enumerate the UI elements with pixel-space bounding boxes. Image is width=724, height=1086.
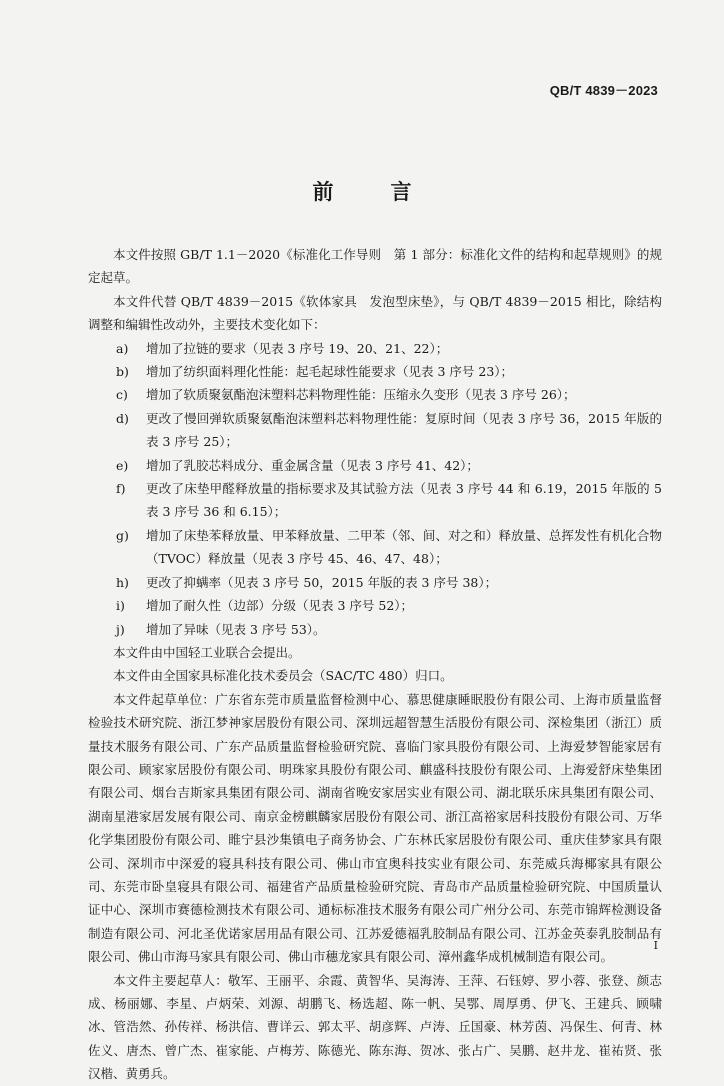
list-item <box>88 337 662 360</box>
list-marker: b) <box>116 364 129 380</box>
list-marker: c) <box>116 387 128 403</box>
list-marker: a) <box>116 340 129 356</box>
list-text: 增加了乳胶芯料成分、重金属含量（见表 3 序号 41、42）； <box>146 457 479 473</box>
list-item <box>88 571 662 594</box>
drafting-units-paragraph: 本文件起草单位：广东省东莞市质量监督检测中心、慕思健康睡眠股份有限公司、上海市质量监督检验技术研究院、浙江梦神家居股份有限公司、深圳远超智慧生活股份有限公司、深检集团（浙江）质量技术服务有限公司、广东产品质量监督检验研究院、喜临门家具股份有限公司、上海爱梦智能家居有限公司、顾家家居股份有限公司、明珠家具股份有限公司、麒盛科技股份有限公司、上海爱舒床垫集团有限公司、烟台吉斯家具集团有限公司、湖南省晚安家居实业有限公司、湖北联乐床具集团有限公司、湖南星港家居发展有限公司、南京金榜麒麟家居股份有限公司、浙江高裕家居科技股份有限公司、万华化学集团股份有限公司、睢宁县沙集镇电子商务协会、广东林氏家居股份有限公司、重庆佳梦家具有限公司、深圳市中深爱的寝具科技有限公司、佛山市宜奥科技实业有限公司、东莞威兵海椰家具有限公司、东莞市卧皇寝具有限公司、福建省产品质量检验研究院、青岛市产品质量检验研究院、中国质量认证中心、深圳市赛德检测技术有限公司、通标标准技术服务有限公司广州分公司、东莞市锦辉检测设备制造有限公司、河北圣优诺家居用品有限公司、江苏爱德福乳胶制品有限公司、江苏金英泰乳胶制品有限公司、佛山市海马家具有限公司、佛山市穗龙家具有限公司、漳州鑫华成机械制造有限公司。 <box>88 691 662 965</box>
list-text: 增加了床垫苯释放量、甲苯释放量、二甲苯（邻、间、对之和）释放量、总挥发性有机化合物（TVOC）释放量（见表 3 序号 45、46、47、48）； <box>146 527 662 567</box>
intro-paragraph: 本文件代替 QB/T 4839－2015《软体家具 发泡型床垫》，与 QB/T 4839－2015 相比，除结构调整和编辑性改动外，主要技术变化如下： <box>88 293 662 333</box>
list-marker: g) <box>116 527 129 543</box>
list-marker: i) <box>116 598 125 614</box>
list-text: 更改了抑螨率（见表 3 序号 50，2015 年版的表 3 序号 38）； <box>146 574 498 590</box>
list-item <box>88 454 662 477</box>
intro-paragraph: 本文件按照 GB/T 1.1－2020《标准化工作导则 第 1 部分：标准化文件的结构和起草规则》的规定起草。 <box>88 247 662 286</box>
list-text: 增加了拉链的要求（见表 3 序号 19、20、21、22）； <box>146 340 449 356</box>
list-marker: h) <box>116 574 129 590</box>
list-item <box>88 383 662 406</box>
list-item <box>88 477 662 524</box>
page-title: 前 言 <box>312 180 430 204</box>
administrator-paragraph: 本文件由全国家具标准化技术委员会（SAC/TC 480）归口。 <box>113 668 453 684</box>
list-text: 更改了慢回弹软质聚氨酯泡沫塑料芯料物理性能：复原时间（见表 3 序号 36，2015 年版的表 3 序号 25）； <box>146 410 662 450</box>
list-marker: j) <box>116 621 125 637</box>
standard-code: QB/T 4839－2023 <box>549 83 658 98</box>
list-item <box>88 618 662 641</box>
list-text: 增加了软质聚氨酯泡沫塑料芯料物理性能：压缩永久变形（见表 3 序号 26）； <box>146 387 576 403</box>
list-item <box>88 594 662 617</box>
list-marker: d) <box>116 410 129 426</box>
list-text: 增加了异味（见表 3 序号 53）。 <box>146 621 326 637</box>
proposer-paragraph: 本文件由中国轻工业联合会提出。 <box>113 644 301 660</box>
list-text: 更改了床垫甲醛释放量的指标要求及其试验方法（见表 3 序号 44 和 6.19，2015 年版的 5 表 3 序号 36 和 6.15）； <box>146 481 662 520</box>
page-number: I <box>653 939 658 952</box>
drafters-paragraph: 本文件主要起草人：敬军、王丽平、余霞、黄智华、吴海涛、王萍、石钰婷、罗小蓉、张登、颜志成、杨丽娜、李星、卢炳荣、刘源、胡鹏飞、杨选超、陈一帆、吴鄂、周厚勇、伊飞、王建兵、顾啸冰、管浩然、孙传祥、杨洪信、曹详云、郭太平、胡彦辉、卢涛、丘国豪、林芳茵、冯保生、何青、林佐义、唐杰、曾广杰、崔家能、卢梅芳、陈德光、陈东海、贺冰、张占广、吴鹏、赵井龙、崔祐贤、张汉楷、黄勇兵。 <box>88 972 662 1082</box>
list-item <box>88 524 662 571</box>
list-text: 增加了耐久性（边部）分级（见表 3 序号 52）； <box>146 598 414 614</box>
list-marker: f) <box>116 481 126 497</box>
list-text: 增加了纺织面料理化性能：起毛起球性能要求（见表 3 序号 23）； <box>146 364 514 380</box>
list-marker: e) <box>116 457 129 473</box>
document-body <box>88 243 662 1086</box>
list-item <box>88 407 662 454</box>
list-item <box>88 360 662 383</box>
